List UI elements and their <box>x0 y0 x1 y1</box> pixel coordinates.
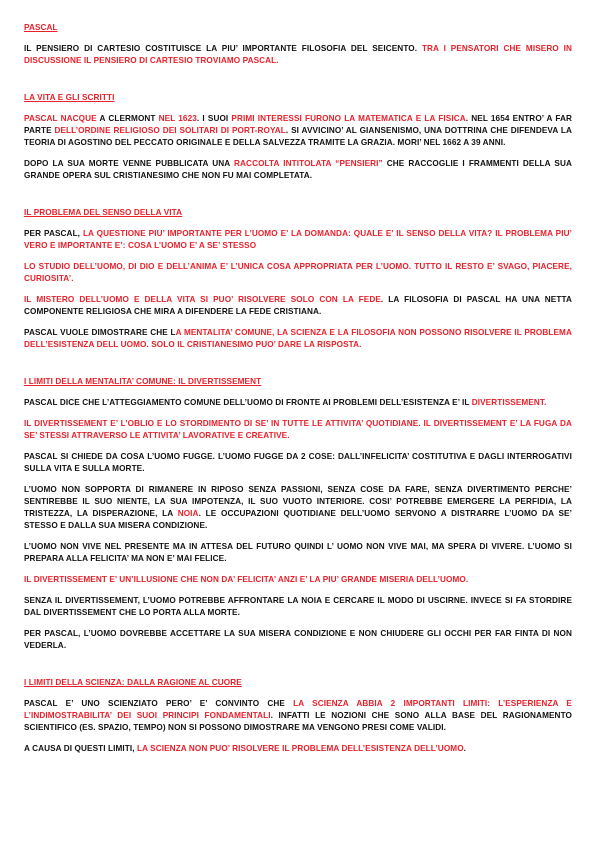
body-text: . LE OCCUPAZIONI QUOTIDIANE DELL’UOMO SERVONO A DISTRARRE L’UOMO DA SE’ STESSO E DALLA SUA MISERA CONDIZIONE. <box>24 509 572 530</box>
paragraph <box>24 595 572 619</box>
body-text: PASCAL SI CHIEDE DA COSA L’UOMO FUGGE. L’UOMO FUGGE DA 2 COSE: DALL’INFELICITA’ COSTITUTIVA E DAGLI INTERROGATIVI SULLA VITA E SULLA MORTE. <box>24 452 572 473</box>
paragraph <box>24 451 572 475</box>
paragraph <box>24 228 572 252</box>
section-title: I LIMITI DELLA MENTALITA’ COMUNE: IL DIVERTISSEMENT <box>24 377 262 386</box>
highlighted-text: RACCOLTA INTITOLATA “PENSIERI” <box>234 159 383 168</box>
paragraph <box>24 698 572 734</box>
paragraph <box>24 743 572 755</box>
highlighted-text: A MENTALITA’ COMUNE, LA SCIENZA E LA FILOSOFIA NON POSSONO RISOLVERE IL PROBLEMA DELL’ESISTENZA DELL UOMO. SOLO IL CRISTIANESIMO PUO’ DARE LA RISPOSTA. <box>24 328 572 349</box>
paragraph <box>24 158 572 182</box>
body-text: . LA FILOSOFIA DI PASCAL HA UNA NETTA COMPONENTE RELIGIOSA CHE MIRA A DIFENDERE LA FEDE CRISTIANA. <box>24 295 572 316</box>
body-text: . NEL 1654 ENTRO’ A FAR PARTE <box>24 114 573 135</box>
section-title: IL PROBLEMA DEL SENSO DELLA VITA <box>24 208 183 217</box>
paragraph <box>24 327 572 351</box>
paragraph <box>24 113 572 149</box>
section-spacer <box>24 191 572 207</box>
body-text: . INFATTI LE NOZIONI CHE SONO ALLA BASE DEL RAGIONAMENTO SCIENTIFICO (ES. SPAZIO, TEMPO) NON SI POSSONO DIMOSTRARE MA VENGONO PRESI COME VALIDI. <box>24 711 572 732</box>
highlighted-text: PRIMI INTERESSI FURONO LA MATEMATICA E LA FISICA <box>231 114 466 123</box>
body-text: . I SUOI <box>196 114 232 123</box>
section-title: PASCAL <box>24 23 58 32</box>
body-text: PASCAL DICE CHE L’ATTEGGIAMENTO COMUNE DELL’UOMO DI FRONTE AI PROBLEMI DELL’ESISTENZA E’ IL <box>24 398 472 407</box>
section-title: I LIMITI DELLA SCIENZA: DALLA RAGIONE AL CUORE <box>24 678 242 687</box>
body-text: PER PASCAL, L’UOMO DOVREBBE ACCETTARE LA SUA MISERA CONDIZIONE E NON CHIUDERE GLI OCCHI PER FAR FINTA DI NON VEDERLA. <box>24 629 572 650</box>
section-spacer <box>24 661 572 677</box>
paragraph <box>24 541 572 565</box>
highlighted-text: NEL 1623 <box>158 114 197 123</box>
paragraph <box>24 574 572 586</box>
paragraph <box>24 397 572 409</box>
body-text: A CAUSA DI QUESTI LIMITI, <box>24 744 137 753</box>
body-text: PASCAL E’ UNO SCIENZIATO PERO’ E’ CONVINTO CHE <box>24 699 294 708</box>
body-text: IL PENSIERO DI CARTESIO COSTITUISCE LA PIU’ IMPORTANTE FILOSOFIA DEL SEICENTO. <box>24 44 422 53</box>
body-text: L’UOMO NON SOPPORTA DI RIMANERE IN RIPOSO SENZA PASSIONI, SENZA COSE DA FARE, SENZA DIVERTIMENTO PERCHE’ SENTIREBBE IL SUO NIENTE, LA SUA IMPOTENZA, IL SUO VUOTO INTERIORE. COSI’ POTREBBE EMERGERE LA PERFIDIA, LA TRISTEZZA, LA DISPERAZIONE, LA <box>24 485 572 518</box>
section-spacer <box>24 76 572 92</box>
paragraph <box>24 261 572 285</box>
body-text: . SI AVVICINO’ AL GIANSENISMO, UNA DOTTRINA CHE DIFENDEVA LA TEORIA DI AGOSTINO DEL PECCATO ORIGINALE E DELLA SALVEZZA TRAMITE LA GRAZIA. MORI’ NEL 1662 A 39 ANNI. <box>24 126 573 147</box>
highlighted-text: TRA I PENSATORI CHE MISERO IN DISCUSSIONE IL PENSIERO DI CARTESIO TROVIAMO PASCAL. <box>24 44 573 65</box>
body-text: PASCAL VUOLE DIMOSTRARE CHE L <box>24 328 176 337</box>
body-text: SENZA IL DIVERTISSEMENT, L’UOMO POTREBBE AFFRONTARE LA NOIA E CERCARE IL MODO DI USCIRNE. INVECE SI FA STORDIRE DAL DIVERTISSEMENT CHE LO PORTA ALLA MORTE. <box>24 596 572 617</box>
body-text: L’UOMO NON VIVE NEL PRESENTE MA IN ATTESA DEL FUTURO QUINDI L’ UOMO NON VIVE MAI, MA SPERA DI VIVERE. L’UOMO SI PREPARA ALLA FELICITA’ MA NON E’ MAI FELICE. <box>24 542 572 563</box>
highlighted-text: IL DIVERTISSEMENT E’ L’OBLIO E LO STORDIMENTO DI SE’ IN TUTTE LE ATTIVITA’ QUOTIDIANE. IL DIVERTISSEMENT E’ LA FUGA DA SE’ STESSI ATTRAVERSO LE ATTIVITA’ LAVORATIVE E CREATIVE. <box>24 419 572 440</box>
highlighted-text: LA SCIENZA NON PUO’ RISOLVERE IL PROBLEMA DELL’ESISTENZA DELL’UOMO <box>136 744 464 753</box>
paragraph <box>24 484 572 532</box>
section-spacer <box>24 360 572 376</box>
body-text: DOPO LA SUA MORTE VENNE PUBBLICATA UNA <box>24 159 235 168</box>
highlighted-text: LA QUESTIONE PIU’ IMPORTANTE PER L’UOMO E’ LA DOMANDA: QUALE E’ IL SENSO DELLA VITA? IL PROBLEMA PIU’ VERO E IMPORTANTE E’: COSA L’UOMO E’ A SE’ STESSO <box>24 229 572 250</box>
body-text: . <box>463 744 467 753</box>
paragraph <box>24 628 572 652</box>
highlighted-text: IL DIVERTISSEMENT E’ UN’ILLUSIONE CHE NON DA’ FELICITA’ ANZI E’ LA PIU’ GRANDE MISERIA DELL’UOMO. <box>24 575 469 584</box>
highlighted-text: IL MISTERO DELL’UOMO E DELLA VITA SI PUO’ RISOLVERE SOLO CON LA FEDE <box>24 295 381 304</box>
paragraph <box>24 294 572 318</box>
body-text: PER PASCAL, <box>24 229 83 238</box>
highlighted-text: DIVERTISSEMENT. <box>471 398 547 407</box>
highlighted-text: PASCAL NACQUE <box>24 114 97 123</box>
body-text: A CLERMONT <box>96 114 159 123</box>
highlighted-text: DELL’ORDINE RELIGIOSO DEI SOLITARI DI PORT-ROYAL <box>54 126 286 135</box>
paragraph <box>24 418 572 442</box>
highlighted-text: LO STUDIO DELL’UOMO, DI DIO E DELL’ANIMA E’ L’UNICA COSA APPROPRIATA PER L’UOMO. TUTTO IL RESTO E’ SVAGO, PIACERE, CURIOSITA’. <box>24 262 572 283</box>
paragraph <box>24 43 572 67</box>
body-text: CHE RACCOGLIE I FRAMMENTI DELLA SUA GRANDE OPERA SUL CRISTIANESIMO CHE NON FU MAI COMPLETATA. <box>24 159 572 180</box>
highlighted-text: NOIA <box>177 509 199 518</box>
highlighted-text: LA SCIENZA ABBIA 2 IMPORTANTI LIMITI: L’ESPERIENZA E L’INDIMOSTRABILITA’ DEI SUOI PRINCIPI FONDAMENTALI <box>24 699 572 720</box>
section-title: LA VITA E GLI SCRITTI <box>24 93 115 102</box>
